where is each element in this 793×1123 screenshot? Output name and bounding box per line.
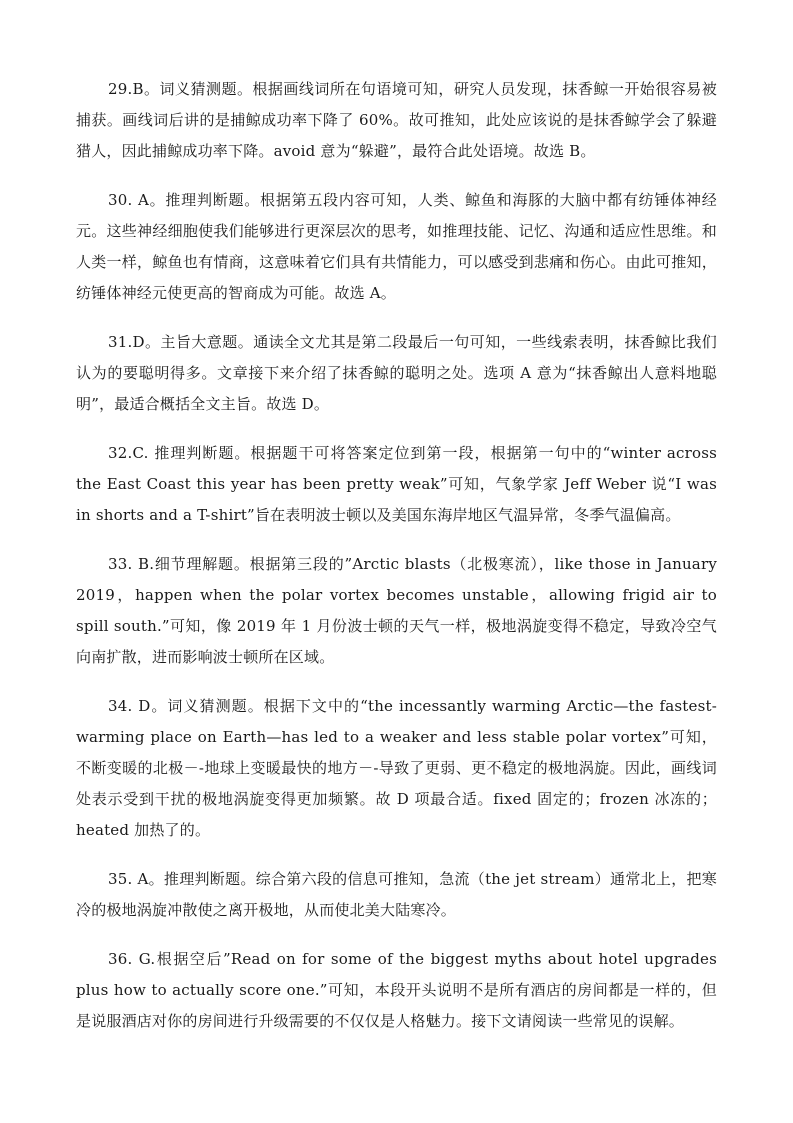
answer-32-paragraph: 32.C. 推理判断题。根据题干可将答案定位到第一段，根据第一句中的“winter across the East Coast this year has been pretty weak”可知，气象学家 Jeff Weber 说“I was in shorts and a T-shirt”旨在表明波士顿以及美国东海岸地区气温异常，冬季气温偏高。 — [76, 444, 717, 524]
answer-36-paragraph: 36. G.根据空后”Read on for some of the biggest myths about hotel upgrades plus how to actually score one.”可知，本段开头说明不是所有酒店的房间都是一样的，但是说服酒店对你的房间进行升级需要的不仅仅是人格魅力。接下文请阅读一些常见的误解。 — [76, 950, 717, 1030]
answer-30-paragraph: 30. A。推理判断题。根据第五段内容可知，人类、鲸鱼和海豚的大脑中都有纺锤体神经元。这些神经细胞使我们能够进行更深层次的思考，如推理技能、记忆、沟通和适应性思维。和人类一样，鲸鱼也有情商，这意味着它们具有共情能力，可以感受到悲痛和伤心。由此可推知，纺锤体神经元使更高的智商成为可能。故选 A。 — [76, 191, 717, 302]
answer-33-paragraph: 33. B.细节理解题。根据第三段的”Arctic blasts（北极寒流），like those in January 2019，happen when the polar vortex becomes unstable，allowing frigid air to spill south.”可知，像 2019 年 1 月份波士顿的天气一样，极地涡旋变得不稳定，导致冷空气向南扩散，进而影响波士顿所在区域。 — [76, 555, 717, 666]
answer-34-paragraph: 34. D。词义猜测题。根据下文中的“the incessantly warming Arctic—the fastest-warming place on Earth—has led to a weaker and less stable polar vortex”可知，不断变暖的北极－-地球上变暖最快的地方－-导致了更弱、更不稳定的极地涡旋。因此，画线词处表示受到干扰的极地涡旋变得更加频繁。故 D 项最合适。fixed 固定的；frozen 冰冻的；heated 加热了的。 — [76, 697, 717, 839]
answer-29-paragraph: 29.B。词义猜测题。根据画线词所在句语境可知，研究人员发现，抹香鲸一开始很容易被捕获。画线词后讲的是捕鲸成功率下降了 60%。故可推知，此处应该说的是抹香鲸学会了躲避猎人，因此捕鲸成功率下降。avoid 意为“躲避”，最符合此处语境。故选 B。 — [76, 80, 717, 160]
answer-31-paragraph: 31.D。主旨大意题。通读全文尤其是第二段最后一句可知，一些线索表明，抹香鲸比我们认为的要聪明得多。文章接下来介绍了抹香鲸的聪明之处。选项 A 意为“抹香鲸出人意料地聪明”，最适合概括全文主旨。故选 D。 — [76, 333, 717, 413]
answer-35-paragraph: 35. A。推理判断题。综合第六段的信息可推知，急流（the jet stream）通常北上，把寒冷的极地涡旋冲散使之离开极地，从而使北美大陆寒冷。 — [76, 870, 717, 919]
